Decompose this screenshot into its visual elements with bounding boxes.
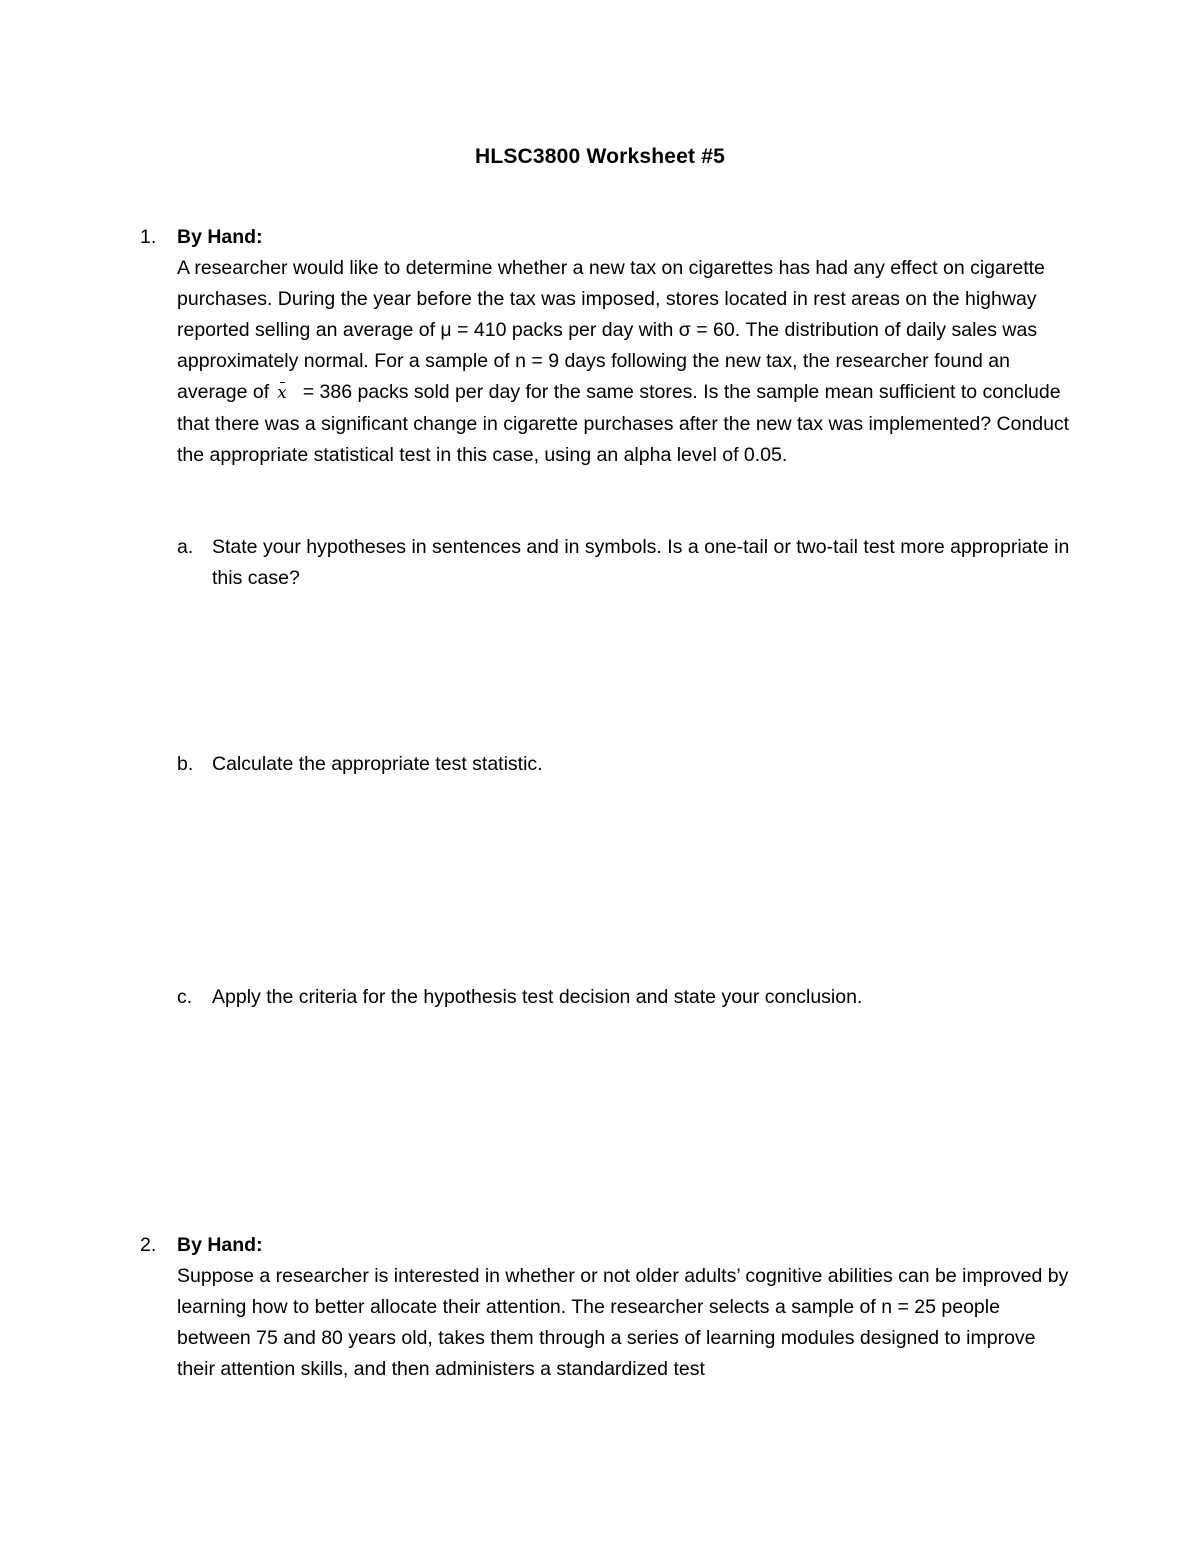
- question-1-body: [177, 222, 1070, 471]
- question-2-number: 2.: [140, 1234, 157, 1256]
- page-title: HLSC3800 Worksheet #5: [474, 145, 726, 168]
- part-c-letter: c.: [177, 986, 193, 1008]
- question-2-body: [177, 1230, 1070, 1385]
- part-c-text: Apply the criteria for the hypothesis test decision and state your conclusion.: [212, 986, 863, 1008]
- question-2: [140, 1230, 1070, 1385]
- question-2-heading: By Hand:: [177, 1234, 263, 1256]
- question-1: [140, 222, 1070, 471]
- question-2-text: Suppose a researcher is interested in whether or not older adults’ cognitive abilities can be improved by learning how to better allocate their attention. The researcher selects a sample of n = 25 people between 75 and 80 years old, takes them through a series of learning modules designed to improve their attention skills, and then administers a standardized test: [177, 1265, 1069, 1380]
- question-1-text: [177, 253, 1070, 471]
- question-1-part-b: [177, 749, 1077, 780]
- question-1-text-end: = 386 packs sold per day for the same stores. Is the sample mean sufficient to conclude that there was a significant change in cigarette purchases after the new tax was implemented? Conduct the appropriate statistical test in this case, using an alpha level of 0.05.: [177, 381, 1070, 466]
- part-b-text: Calculate the appropriate test statistic.: [212, 753, 543, 775]
- question-1-heading: By Hand:: [177, 226, 263, 248]
- part-b-letter: b.: [177, 753, 194, 775]
- question-1-part-c: [177, 982, 1077, 1013]
- question-1-text-start: A researcher would like to determine whether a new tax on cigarettes has had any effect on cigarette purchases. During the year before the tax was imposed, stores located in rest areas on the highway reported selling an average of μ = 410 packs per day with σ = 60. The distribution of daily sales was approximately normal. For a sample of n = 9 days following the new tax, the researcher found an average of: [177, 257, 1045, 403]
- part-a-text: State your hypotheses in sentences and in symbols. Is a one-tail or two-tail test more appropriate in this case?: [212, 536, 1070, 589]
- question-1-part-a: [177, 532, 1077, 594]
- part-a-letter: a.: [177, 536, 194, 558]
- question-1-number: 1.: [140, 226, 157, 248]
- x-bar-symbol: x: [269, 378, 303, 409]
